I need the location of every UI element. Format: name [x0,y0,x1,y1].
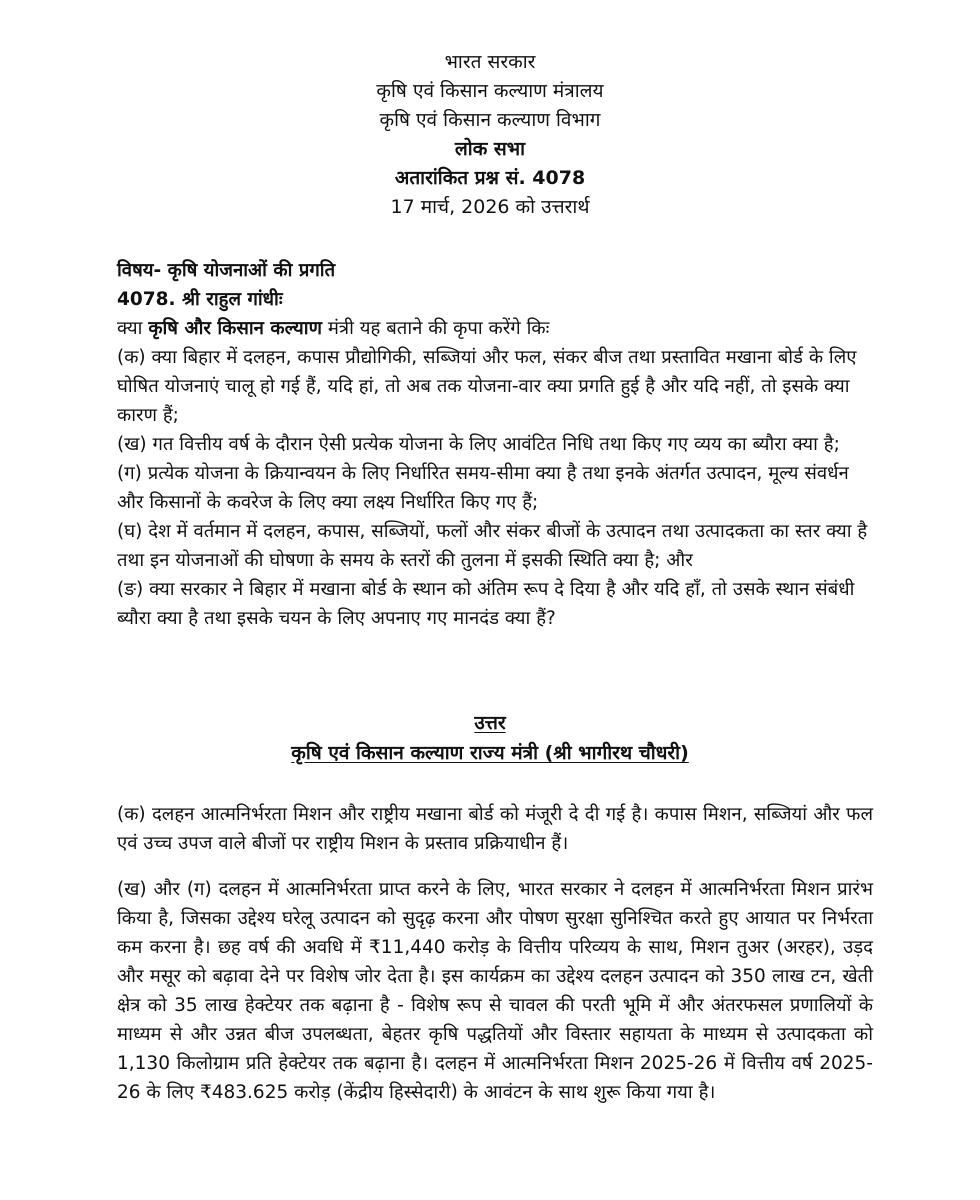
question-section [117,256,873,633]
question-number: अतारांकित प्रश्न सं. 4078 [394,167,586,189]
document-header [0,48,980,222]
answer-part-b-c: (ख) और (ग) दलहन में आत्मनिर्भरता प्राप्त करने के लिए, भारत सरकार ने दलहन में आत्मनिर्भरता मिशन प्रारंभ किया है, जिसका उद्देश्य घरेलू उत्पादन को सुदृढ़ करना और पोषण सुरक्षा सुनिश्चित करते हुए आयात पर निर्भरता कम करना है। छह वर्ष की अवधि में ₹11,440 करोड़ के वित्तीय परिव्यय के साथ, मिशन तुअर (अरहर), उड़द और मसूर को बढ़ावा देने पर विशेष जोर देता है। इस कार्यक्रम का उद्देश्य दलहन उत्पादन को 350 लाख टन, खेती क्षेत्र को 35 लाख हेक्टेयर तक बढ़ाना है - विशेष रूप से चावल की परती भूमि में और अंतरफसल प्रणालियों के माध्यम से और उन्नत बीज उपलब्धता, बेहतर कृषि पद्धतियों और विस्तार सहायता के माध्यम से उत्पादकता को 1,130 किलोग्राम प्रति हेक्टेयर तक बढ़ाना है। दलहन में आत्मनिर्भरता मिशन 2025-26 में वित्तीय वर्ष 2025-26 के लिए ₹483.625 करोड़ (केंद्रीय हिस्सेदारी) के आवंटन के साथ शुरू किया गया है। [117,879,873,1103]
answer-heading-block [0,708,980,768]
question-intro-suffix: मंत्री यह बताने की कृपा करेंगे किः [321,318,550,339]
question-intro-ministry: कृषि और किसान कल्याण [148,318,322,339]
question-part-a: (क) क्या बिहार में दलहन, कपास प्रौद्योगिकी, सब्जियां और फल, संकर बीज तथा प्रस्तावित मखाना बोर्ड के लिए घोषित योजनाएं चालू हो गई हैं, यदि हां, तो अब तक योजना-वार क्या प्रगति हुई है और यदि नहीं, तो इसके क्या कारण हैं; [117,347,857,426]
question-part-c: (ग) प्रत्येक योजना के क्रियान्वयन के लिए निर्धारित समय-सीमा क्या है तथा इनके अंतर्गत उत्पादन, मूल्य संवर्धन और किसानों के कवरेज के लिए क्या लक्ष्य निर्धारित किए गए हैं; [117,463,849,513]
house-title: लोक सभा [454,138,526,160]
question-asker: 4078. श्री राहुल गांधीः [117,289,283,310]
ministry-title: कृषि एवं किसान कल्याण मंत्रालय [376,80,604,102]
answer-heading: उत्तर [474,712,506,734]
answer-section [117,800,873,1124]
answer-date: 17 मार्च, 2026 को उत्तरार्थ [390,196,590,218]
answering-minister: कृषि एवं किसान कल्याण राज्य मंत्री (श्री भागीरथ चौधरी) [291,742,689,764]
question-intro-prefix: क्या [117,318,149,339]
government-title: भारत सरकार [444,51,536,73]
question-intro [117,314,873,343]
answer-part-a: (क) दलहन आत्मनिर्भरता मिशन और राष्ट्रीय मखाना बोर्ड को मंजूरी दे दी गई है। कपास मिशन, सब्जियां और फल एवं उच्च उपज वाले बीजों पर राष्ट्रीय मिशन के प्रस्ताव प्रक्रियाधीन हैं। [117,804,873,854]
department-title: कृषि एवं किसान कल्याण विभाग [379,109,601,131]
question-subject: विषय- कृषि योजनाओं की प्रगति [117,260,336,281]
question-part-e: (ङ) क्या सरकार ने बिहार में मखाना बोर्ड के स्थान को अंतिम रूप दे दिया है और यदि हाँ, तो उसके स्थान संबंधी ब्यौरा क्या है तथा इसके चयन के लिए अपनाए गए मानदंड क्या हैं? [117,579,855,629]
question-part-b: (ख) गत वित्तीय वर्ष के दौरान ऐसी प्रत्येक योजना के लिए आवंटित निधि तथा किए गए व्यय का ब्यौरा क्या है; [117,434,840,455]
question-part-d: (घ) देश में वर्तमान में दलहन, कपास, सब्जियों, फलों और संकर बीजों के उत्पादन तथा उत्पादकता का स्तर क्या है तथा इन योजनाओं की घोषणा के समय के स्तरों की तुलना में इसकी स्थिति क्या है; और [117,521,868,571]
